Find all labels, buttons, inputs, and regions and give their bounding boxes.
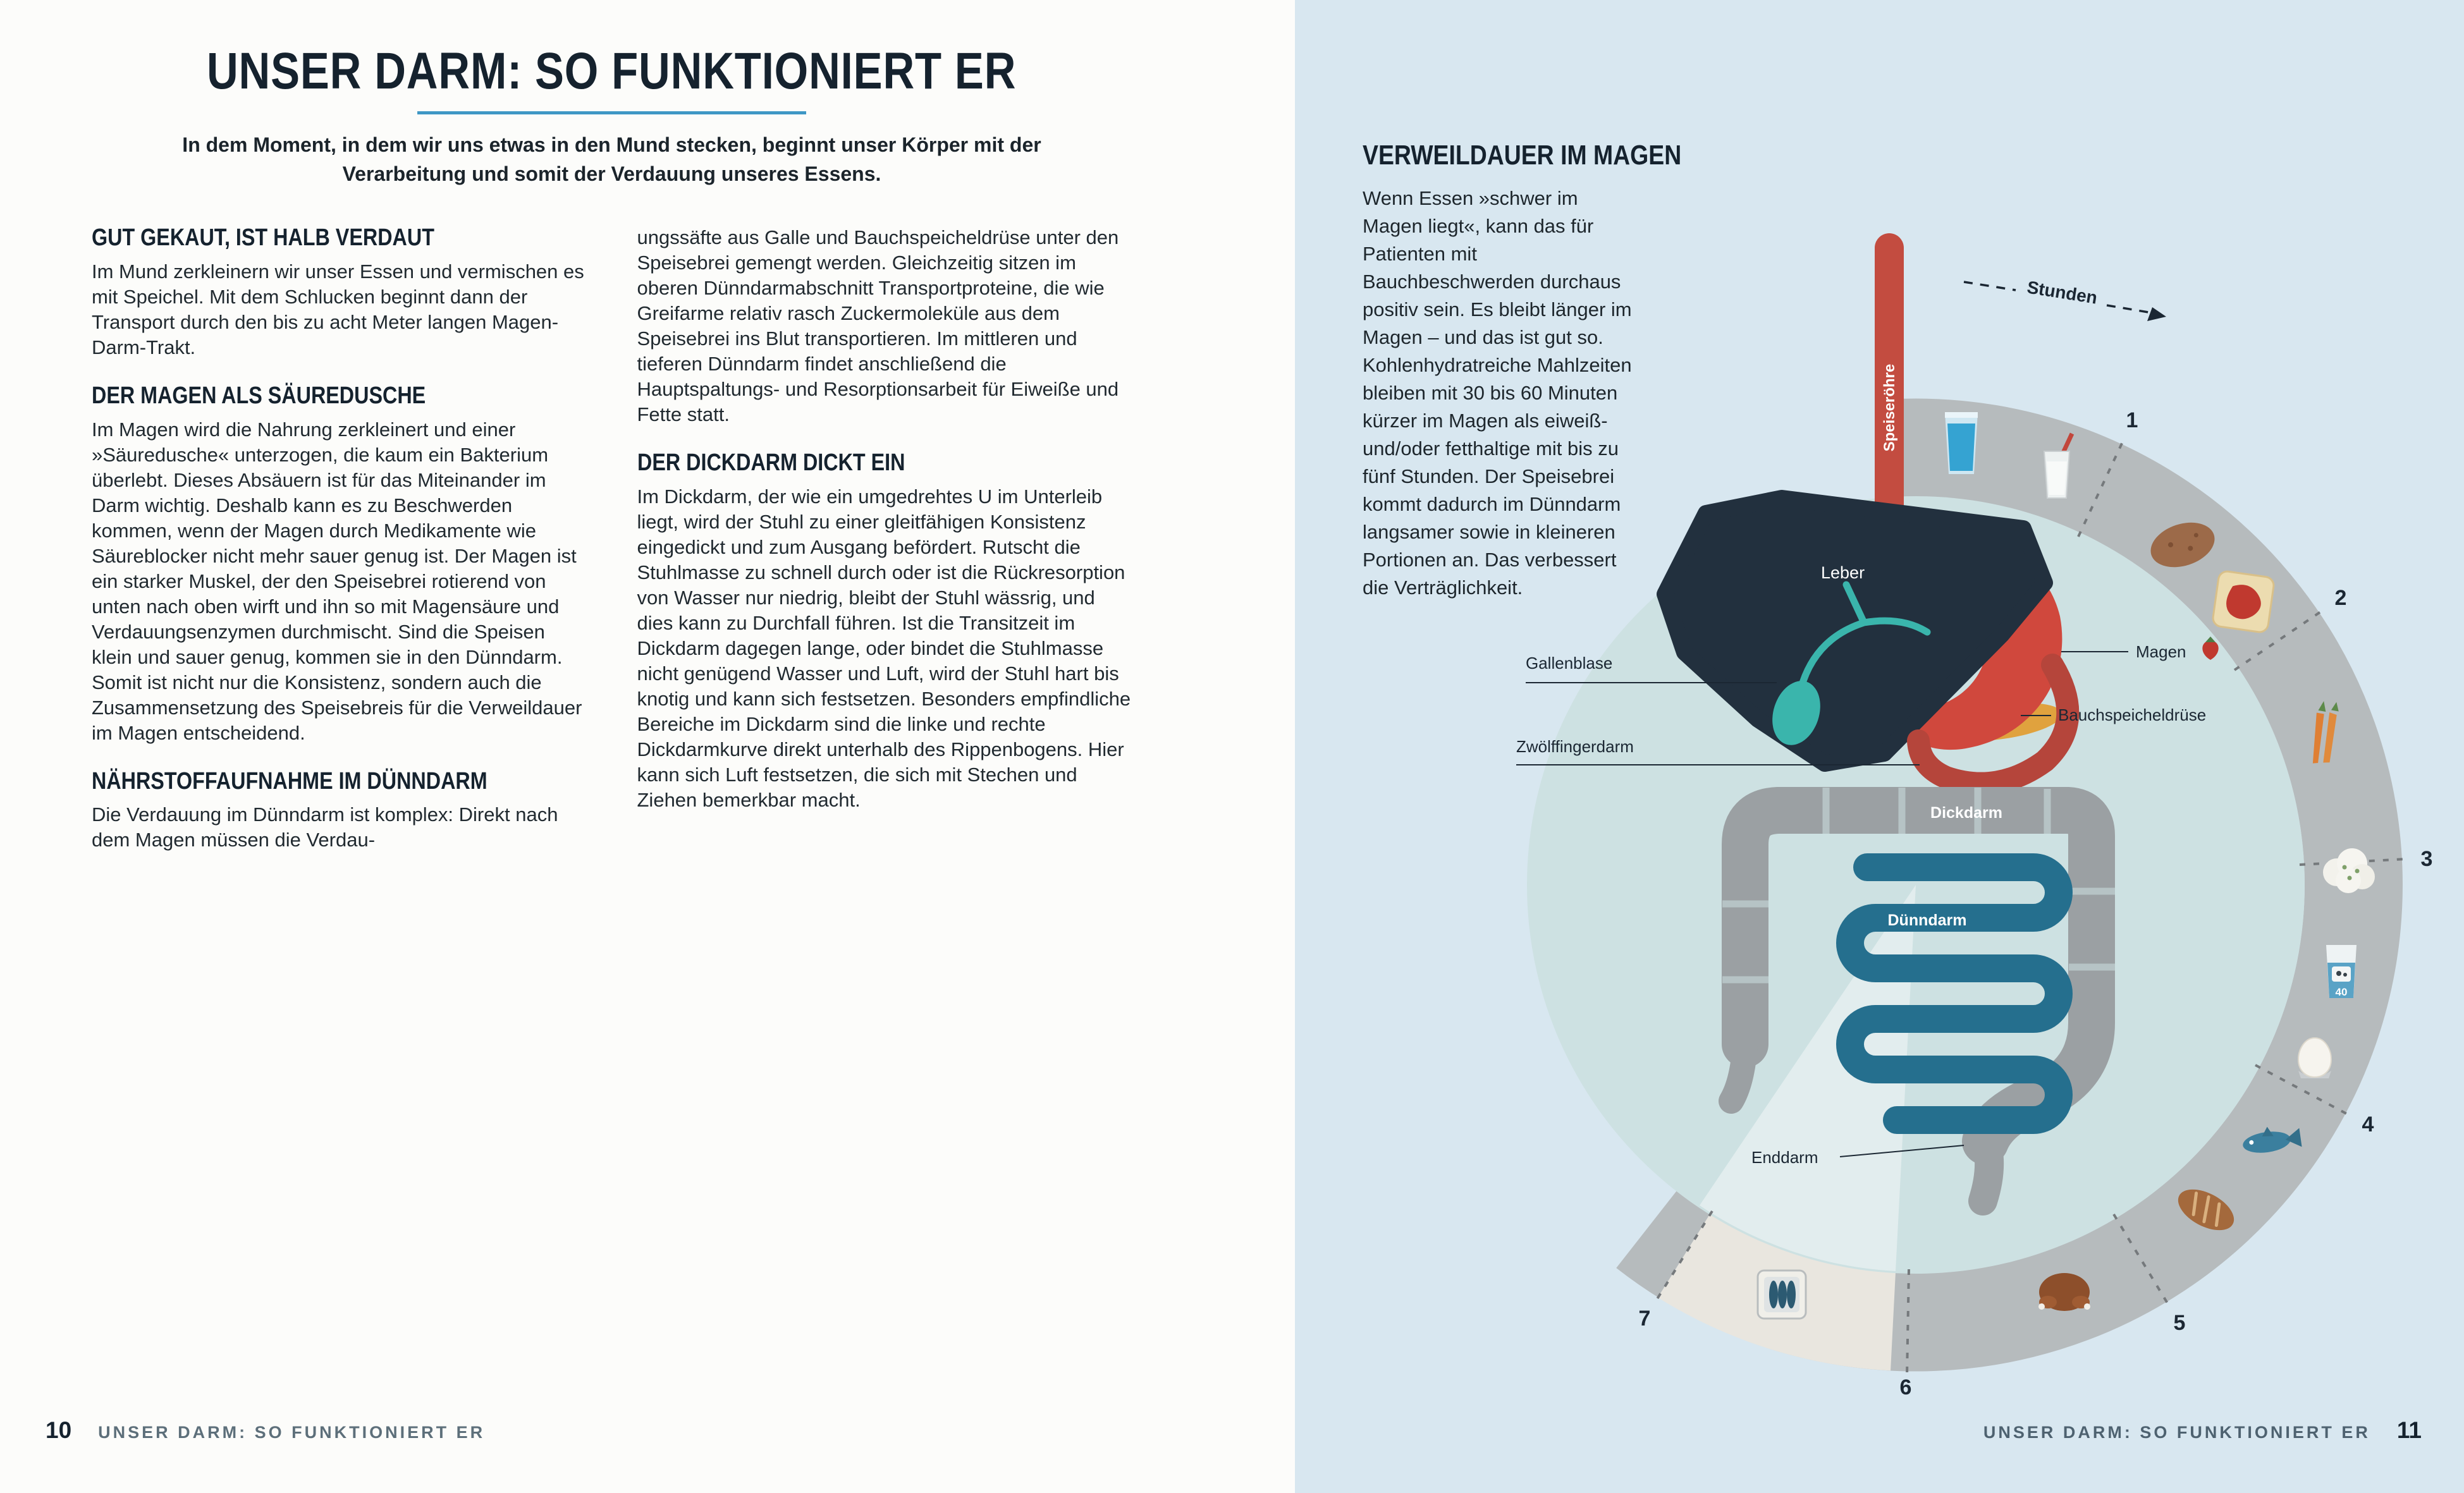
- column-1: [92, 225, 587, 869]
- right-page-paragraph: Wenn Essen »schwer im Magen liegt«, kann das für Patienten mit Bauchbeschwerden durchaus positiv sein. Es bleibt länger im Magen – und das ist gut so. Kohlenhydratreiche Mahlzeiten bleiben mit 30 bis 60 Minuten kürzer im Magen als eiweiß- und/oder fetthaltige mit bis zu fünf Stunden. Der Speisebrei kommt dadurch im Dünndarm langsamer sowie in kleineren Portionen an. Das verbessert die Verträglichkeit.: [1363, 187, 1632, 599]
- hour-number-7: 7: [1638, 1307, 1651, 1331]
- page-right-content: [1295, 0, 1834, 602]
- heading-chewing: GUT GEKAUT, IST HALB VERDAUT: [92, 224, 434, 251]
- stunden-arrow-tail-dashes: [2107, 305, 2148, 312]
- milk-badge: 40: [2335, 986, 2348, 998]
- hour-number-1: 1: [2126, 408, 2138, 432]
- cecum-shape: [1731, 1044, 1745, 1101]
- stunden-arrow-lead-dashes: [1964, 282, 2016, 290]
- page-title-text: UNSER DARM: SO FUNKTIONIERT ER: [207, 42, 1017, 100]
- page-left-content: [0, 0, 1132, 869]
- esophagus-label: Speiseröhre: [1881, 363, 1898, 452]
- title-rule: [417, 111, 806, 114]
- egg-icon: [2298, 1038, 2331, 1078]
- intro-paragraph: In dem Moment, in dem wir uns etwas in den Mund stecken, beginnt unser Körper mit der Verarbeitung und somit der Verdauung unseres Essens.: [182, 133, 1041, 185]
- stunden-label: Stunden: [2025, 277, 2099, 308]
- stunden-arrowhead-icon: [2147, 307, 2166, 321]
- milk-glass-icon: [2326, 945, 2357, 998]
- small-intestine-label: Dünndarm: [1887, 911, 1967, 929]
- hour-number-6: 6: [1899, 1375, 1912, 1399]
- paragraph-nutrient-absorption: Die Verdauung im Dünndarm ist komplex: Direkt nach dem Magen müssen die Verdau-: [92, 803, 558, 851]
- sardine-tin-icon: [1758, 1271, 1806, 1319]
- toast-jam-icon: [2212, 570, 2274, 633]
- water-glass-icon: [1945, 412, 1978, 474]
- hour-number-2: 2: [2334, 586, 2347, 610]
- paragraph-colon: Im Dickdarm, der wie ein umgedrehtes U im Unterleib liegt, wird der Stuhl zu einer gleitfähigen Konsistenz eingedickt und zum Ausgang befördert. Rutscht die Stuhlmasse zu schnell durch oder ist die Rückresorption von Wasser nur niedrig, bleibt der Stuhl wässrig, und dies kann zu Durchfall führen. Ist die Transitzeit im Dickdarm dagegen lange, oder bindet die Stuhlmasse nicht genügend Wasser und Luft, wird der Stuhl hart bis knotig und kann sich festsetzen. Besonders empfindliche Bereiche im Dickdarm sind die linke und rechte Dickdarmkurve direkt unterhalb des Rippenbogens. Hier kann sich Luft festsetzen, die sich mit Stechen und Ziehen bemerkbar macht.: [637, 485, 1131, 811]
- rectum-label: Enddarm: [1751, 1148, 1818, 1167]
- paragraph-chewing: Im Mund zerkleinern wir unser Essen und vermischen es mit Speichel. Mit dem Schlucken beginnt dann der Transport durch den bis zu acht Meter langen Magen-Darm-Trakt.: [92, 260, 584, 358]
- page-title: [92, 44, 1132, 99]
- hour-number-3: 3: [2420, 847, 2433, 871]
- gallbladder-label: Gallenblase: [1526, 654, 1613, 673]
- heading-colon: DER DICKDARM DICKT EIN: [637, 449, 905, 476]
- page-number-left: 10: [46, 1417, 72, 1443]
- text-columns: [92, 225, 1132, 869]
- stomach-label: Magen: [2136, 642, 2186, 661]
- page-number-right: 11: [2396, 1417, 2422, 1443]
- stunden-arrow: [1964, 277, 2166, 321]
- page-right: [1295, 0, 2464, 1493]
- hour-number-4: 4: [2362, 1112, 2374, 1137]
- pancreas-label: Bauchspeicheldrüse: [2058, 705, 2207, 724]
- hour-number-5: 5: [2173, 1311, 2186, 1335]
- right-page-title: VERWEILDAUER IM MAGEN: [1363, 140, 1682, 171]
- running-title-right: UNSER DARM: SO FUNKTIONIERT ER: [1983, 1423, 2370, 1442]
- paragraph-continuation: ungssäfte aus Galle und Bauchspeicheldrüse unter den Speisebrei gemengt werden. Gleichzeitig sitzen im oberen Dünndarmabschnitt Transportproteine, die wie Greifarme relativ rasch Zuckermoleküle aus dem Speisebrei ins Blut transportieren. Im mittleren und tieferen Dünndarm findet anschließend die Hauptspaltungs- und Resorptionsarbeit für Eiweiße und Fette statt.: [637, 226, 1119, 425]
- paragraph-stomach-acid: Im Magen wird die Nahrung zerkleinert und einer »Säuredusche« unterzogen, die kaum ein Bakterium überlebt. Dieses Absäuern ist für das Miteinander im Darm wichtig. Deshalb kann es zu Beschwerden kommen, wenn der Magen durch Medikamente wie Säureblocker nicht mehr sauer genug ist. Der Magen ist ein starker Muskel, der den Speisebrei rotierend von unten nach oben wirft und ihn so mit Magensäure und Verdauungsenzymen durchmischt. Sind die Speisen klein und sauer genug, kommen sie in den Dünndarm. Somit ist nicht nur die Konsistenz, sondern auch die Zusammensetzung des Speisebreis für die Verweildauer im Magen entscheidend.: [92, 418, 582, 744]
- heading-nutrient-absorption: NÄHRSTOFFAUFNAHME IM DÜNNDARM: [92, 767, 487, 795]
- column-2: [637, 225, 1132, 869]
- footer-right: [1983, 1417, 2422, 1444]
- colon-label: Dickdarm: [1930, 804, 2002, 822]
- rectum-shape: [1983, 1138, 1989, 1201]
- duodenum-label: Zwölffingerdarm: [1516, 737, 1634, 756]
- footer-left: [46, 1417, 485, 1444]
- liver-label: Leber: [1821, 563, 1865, 582]
- heading-stomach-acid: DER MAGEN ALS SÄUREDUSCHE: [92, 382, 426, 409]
- running-title-left: UNSER DARM: SO FUNKTIONIERT ER: [98, 1423, 486, 1442]
